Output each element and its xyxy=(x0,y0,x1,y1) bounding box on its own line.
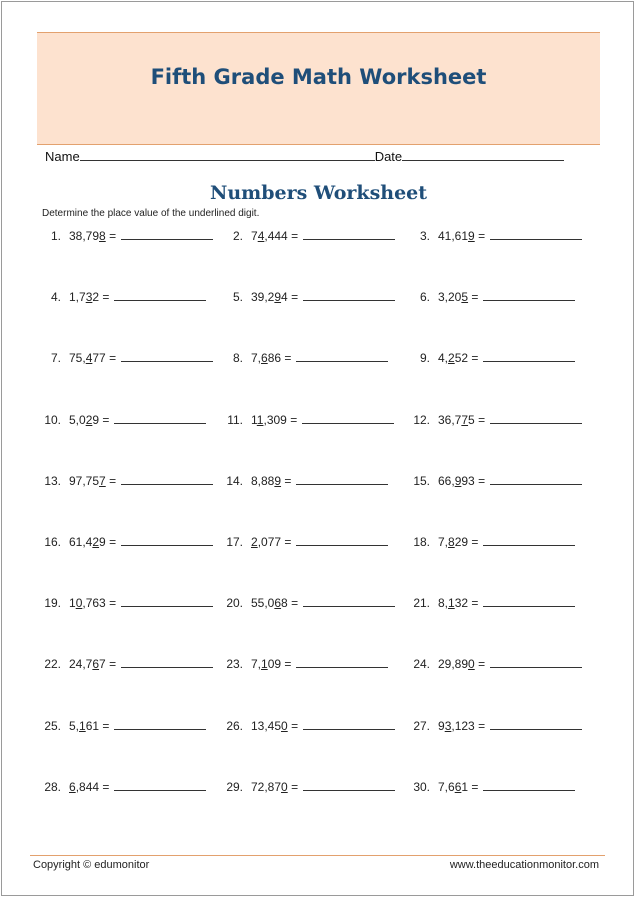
equals-sign: = xyxy=(478,473,486,488)
answer-line[interactable] xyxy=(121,228,213,240)
problem-number: 27. xyxy=(413,718,430,733)
problem-expression xyxy=(69,780,109,794)
digits-before: 41,61 xyxy=(438,229,469,243)
problem-expression xyxy=(251,535,291,549)
digits-before: 29,89 xyxy=(438,657,469,672)
copyright-text: Copyright © edumonitor xyxy=(33,859,150,871)
underlined-digit: 9 xyxy=(468,229,475,243)
digits-before: 7 xyxy=(251,229,258,243)
equals-sign: = xyxy=(109,596,117,611)
problem-number: 19. xyxy=(44,596,61,611)
digits-before: 1 xyxy=(69,596,76,611)
digits-before: 66, xyxy=(438,473,455,488)
digits-after: 2 xyxy=(92,290,100,305)
problem-item xyxy=(399,350,575,368)
problem-expression xyxy=(69,596,116,610)
problem-expression xyxy=(438,351,478,365)
problem-number: 26. xyxy=(226,718,243,733)
answer-line[interactable] xyxy=(303,228,395,240)
equals-sign: = xyxy=(471,779,479,794)
problem-expression xyxy=(438,229,485,243)
problem-item xyxy=(212,350,388,368)
problem-expression xyxy=(438,474,485,488)
underlined-digit: 2 xyxy=(92,535,100,549)
underlined-digit: 6 xyxy=(92,657,100,672)
digits-after: 32 xyxy=(454,596,469,611)
problem-number: 4. xyxy=(50,290,61,305)
digits-before: 24,7 xyxy=(69,657,93,672)
answer-line[interactable] xyxy=(483,289,575,301)
equals-sign: = xyxy=(109,657,117,672)
section-title: Numbers Worksheet xyxy=(209,182,428,204)
underlined-digit: 7 xyxy=(99,473,106,488)
problem-expression xyxy=(69,351,116,365)
equals-sign: = xyxy=(109,535,117,549)
underlined-digit: 3 xyxy=(444,718,452,733)
problem-number: 30. xyxy=(413,779,430,794)
answer-line[interactable] xyxy=(483,595,575,607)
problem-expression xyxy=(251,780,298,794)
problem-item xyxy=(30,534,213,552)
footer-divider xyxy=(30,855,605,856)
problem-item xyxy=(30,350,213,368)
problem-expression xyxy=(438,719,485,733)
problem-item xyxy=(212,228,395,246)
digits-before: 61,4 xyxy=(69,535,93,549)
problem-item xyxy=(30,656,213,674)
digits-before: 36,7 xyxy=(438,412,462,427)
problem-number: 20. xyxy=(226,596,243,611)
equals-sign: = xyxy=(291,779,299,794)
equals-sign: = xyxy=(102,290,110,305)
answer-line[interactable] xyxy=(483,534,575,546)
problem-number: 16. xyxy=(44,535,61,549)
problem-expression xyxy=(69,290,109,304)
problem-item xyxy=(212,595,395,613)
problem-item xyxy=(30,595,213,613)
problem-expression xyxy=(438,657,485,671)
problem-number: 24. xyxy=(413,657,430,672)
digits-after: ,123 xyxy=(451,718,475,733)
equals-sign: = xyxy=(471,351,479,366)
digits-before: 5,0 xyxy=(69,412,86,427)
problem-number: 21. xyxy=(413,596,430,611)
problem-expression xyxy=(251,596,298,610)
problem-item xyxy=(399,412,582,430)
problem-item xyxy=(399,289,575,307)
digits-after: 7 xyxy=(99,657,106,672)
digits-after: 52 xyxy=(454,351,469,366)
answer-line[interactable] xyxy=(114,779,206,791)
underlined-digit: 0 xyxy=(281,779,288,794)
problem-item xyxy=(30,718,206,736)
problem-item xyxy=(212,473,388,491)
problem-item xyxy=(30,289,206,307)
underlined-digit: 1 xyxy=(261,657,268,672)
underlined-digit: 6 xyxy=(69,779,76,794)
equals-sign: = xyxy=(102,779,110,794)
problem-expression xyxy=(69,657,116,671)
underlined-digit: 0 xyxy=(75,596,83,611)
problem-expression xyxy=(251,719,298,733)
answer-line[interactable] xyxy=(490,412,582,424)
underlined-digit: 4 xyxy=(85,351,93,366)
digits-after: 77 xyxy=(92,351,106,366)
problem-expression xyxy=(438,413,485,427)
digits-after: 61 xyxy=(85,718,100,733)
answer-line[interactable] xyxy=(121,595,213,607)
digits-before: 4, xyxy=(438,351,449,366)
problem-item xyxy=(30,228,213,246)
underlined-digit: 9 xyxy=(274,290,282,305)
digits-before: 72,87 xyxy=(251,779,282,794)
problem-expression xyxy=(69,229,116,243)
problem-item xyxy=(212,718,395,736)
problem-item xyxy=(399,534,575,552)
equals-sign: = xyxy=(291,718,299,733)
digits-after: 93 xyxy=(461,473,475,488)
equals-sign: = xyxy=(290,412,298,427)
digits-before: 7, xyxy=(251,351,262,366)
equals-sign: = xyxy=(291,229,299,243)
digits-before: 3,20 xyxy=(438,290,462,305)
underlined-digit: 5 xyxy=(461,290,469,305)
problem-item xyxy=(212,412,394,430)
problem-number: 8. xyxy=(232,351,243,366)
problem-number: 11. xyxy=(227,412,243,427)
equals-sign: = xyxy=(478,229,486,243)
problem-number: 2. xyxy=(232,229,243,243)
equals-sign: = xyxy=(102,412,110,427)
problem-expression xyxy=(251,290,298,304)
digits-before: 13,45 xyxy=(251,718,282,733)
digits-after: 8 xyxy=(281,596,288,611)
name-field-line[interactable] xyxy=(80,149,375,161)
problem-number: 10. xyxy=(44,412,61,427)
digits-after: ,763 xyxy=(82,596,106,611)
problem-item xyxy=(399,228,582,246)
underlined-digit: 4 xyxy=(257,229,265,243)
digits-before: 75, xyxy=(69,351,86,366)
answer-line[interactable] xyxy=(121,656,213,668)
underlined-digit: 9 xyxy=(274,473,282,488)
answer-line[interactable] xyxy=(296,473,388,485)
underlined-digit: 6 xyxy=(261,351,268,366)
problem-expression xyxy=(69,535,116,549)
equals-sign: = xyxy=(478,412,486,427)
answer-line[interactable] xyxy=(121,473,213,485)
problem-item xyxy=(30,412,206,430)
digits-after: ,444 xyxy=(264,229,288,243)
underlined-digit: 2 xyxy=(448,351,455,366)
answer-line[interactable] xyxy=(490,473,582,485)
problem-item xyxy=(399,473,582,491)
underlined-digit: 6 xyxy=(454,779,462,794)
problem-item xyxy=(212,656,388,674)
problem-item xyxy=(399,718,582,736)
answer-line[interactable] xyxy=(302,412,394,424)
date-field-line[interactable] xyxy=(402,149,564,161)
digits-before: 5, xyxy=(69,718,80,733)
digits-after: 1 xyxy=(461,779,469,794)
problem-number: 6. xyxy=(419,290,430,305)
digits-after: 29 xyxy=(454,535,469,549)
underlined-digit: 0 xyxy=(468,657,475,672)
underlined-digit: 2 xyxy=(251,535,258,549)
equals-sign: = xyxy=(284,473,292,488)
digits-before: 39,2 xyxy=(251,290,275,305)
digits-before: 1,7 xyxy=(69,290,86,305)
answer-line[interactable] xyxy=(303,718,395,730)
answer-line[interactable] xyxy=(490,656,582,668)
problem-number: 1. xyxy=(50,229,61,243)
problem-number: 3. xyxy=(419,229,430,243)
underlined-digit: 8 xyxy=(99,229,106,243)
problem-expression xyxy=(251,351,291,365)
equals-sign: = xyxy=(109,473,117,488)
problem-item xyxy=(399,779,575,797)
underlined-digit: 7 xyxy=(461,412,469,427)
answer-line[interactable] xyxy=(483,350,575,362)
digits-before: 8,88 xyxy=(251,473,275,488)
problem-expression xyxy=(69,719,109,733)
digits-before: 8, xyxy=(438,596,449,611)
equals-sign: = xyxy=(284,657,292,672)
equals-sign: = xyxy=(102,718,110,733)
underlined-digit: 1 xyxy=(448,596,455,611)
answer-line[interactable] xyxy=(121,350,213,362)
problem-number: 22. xyxy=(44,657,61,672)
problem-expression xyxy=(438,596,478,610)
underlined-digit: 1 xyxy=(79,718,86,733)
problem-item xyxy=(30,473,213,491)
digits-after: ,844 xyxy=(75,779,100,794)
answer-line[interactable] xyxy=(303,595,395,607)
equals-sign: = xyxy=(291,596,299,611)
answer-line[interactable] xyxy=(303,779,395,791)
problem-item xyxy=(399,595,575,613)
equals-sign: = xyxy=(471,290,479,305)
underlined-digit: 6 xyxy=(274,596,282,611)
problem-expression xyxy=(69,474,116,488)
answer-line[interactable] xyxy=(296,350,388,362)
digits-before: 97,75 xyxy=(69,473,100,488)
problem-expression xyxy=(251,413,297,427)
problem-number: 23. xyxy=(226,657,243,672)
digits-after: 9 xyxy=(99,535,106,549)
problem-item xyxy=(30,779,206,797)
problem-number: 25. xyxy=(44,718,61,733)
equals-sign: = xyxy=(291,290,299,305)
answer-line[interactable] xyxy=(114,289,206,301)
website-text: www.theeducationmonitor.com xyxy=(449,859,599,871)
problem-number: 7. xyxy=(50,351,61,366)
problem-number: 13. xyxy=(44,473,61,488)
problem-item xyxy=(212,779,395,797)
answer-line[interactable] xyxy=(114,718,206,730)
worksheet-title: Fifth Grade Math Worksheet xyxy=(150,65,487,89)
digits-after: 09 xyxy=(267,657,282,672)
digits-after: 4 xyxy=(281,290,288,305)
underlined-digit: 3 xyxy=(85,290,93,305)
equals-sign: = xyxy=(478,657,486,672)
digits-after: 9 xyxy=(92,412,100,427)
answer-line[interactable] xyxy=(490,228,582,240)
underlined-digit: 9 xyxy=(454,473,462,488)
problem-number: 28. xyxy=(44,779,61,794)
problem-number: 17. xyxy=(226,535,243,549)
answer-line[interactable] xyxy=(490,718,582,730)
digits-before: 7, xyxy=(438,535,449,549)
problem-number: 18. xyxy=(413,535,430,549)
name-label: Name xyxy=(45,149,80,164)
digits-before: 7,6 xyxy=(438,779,455,794)
digits-after: ,077 xyxy=(257,535,282,549)
underlined-digit: 1 xyxy=(256,412,264,427)
digits-after: ,309 xyxy=(263,412,287,427)
digits-before: 55,0 xyxy=(251,596,275,611)
answer-line[interactable] xyxy=(483,779,575,791)
answer-line[interactable] xyxy=(303,289,395,301)
problem-number: 12. xyxy=(413,412,430,427)
problem-expression xyxy=(438,290,478,304)
name-date-row xyxy=(45,149,564,164)
date-label: Date xyxy=(374,149,403,164)
problem-expression xyxy=(69,413,109,427)
answer-line[interactable] xyxy=(296,534,388,546)
equals-sign: = xyxy=(471,596,479,611)
problem-number: 14. xyxy=(226,473,243,488)
problem-item xyxy=(212,289,395,307)
problem-number: 9. xyxy=(419,351,430,366)
underlined-digit: 2 xyxy=(85,412,93,427)
underlined-digit: 0 xyxy=(281,718,288,733)
title-banner xyxy=(37,32,600,145)
problem-number: 5. xyxy=(232,290,243,305)
problem-number: 15. xyxy=(413,473,430,488)
digits-after: 86 xyxy=(267,351,282,366)
equals-sign: = xyxy=(284,351,292,366)
digits-before: 7, xyxy=(251,657,262,672)
digits-after: 5 xyxy=(468,412,475,427)
problem-expression xyxy=(438,780,478,794)
equals-sign: = xyxy=(471,535,479,549)
equals-sign: = xyxy=(478,718,486,733)
problem-expression xyxy=(438,535,478,549)
problem-expression xyxy=(251,657,291,671)
answer-line[interactable] xyxy=(121,534,213,546)
problem-number: 29. xyxy=(226,779,243,794)
problem-expression xyxy=(251,474,291,488)
problem-item xyxy=(212,534,388,552)
problem-item xyxy=(399,656,582,674)
underlined-digit: 8 xyxy=(448,535,455,549)
instructions: Determine the place value of the underlined digit. xyxy=(42,208,260,219)
digits-before: 38,79 xyxy=(69,229,100,243)
equals-sign: = xyxy=(284,535,292,549)
digits-before: 9 xyxy=(438,718,445,733)
answer-line[interactable] xyxy=(296,656,388,668)
answer-line[interactable] xyxy=(114,412,206,424)
digits-before: 1 xyxy=(251,412,257,427)
problem-expression xyxy=(251,229,298,243)
equals-sign: = xyxy=(109,351,117,366)
equals-sign: = xyxy=(109,229,117,243)
